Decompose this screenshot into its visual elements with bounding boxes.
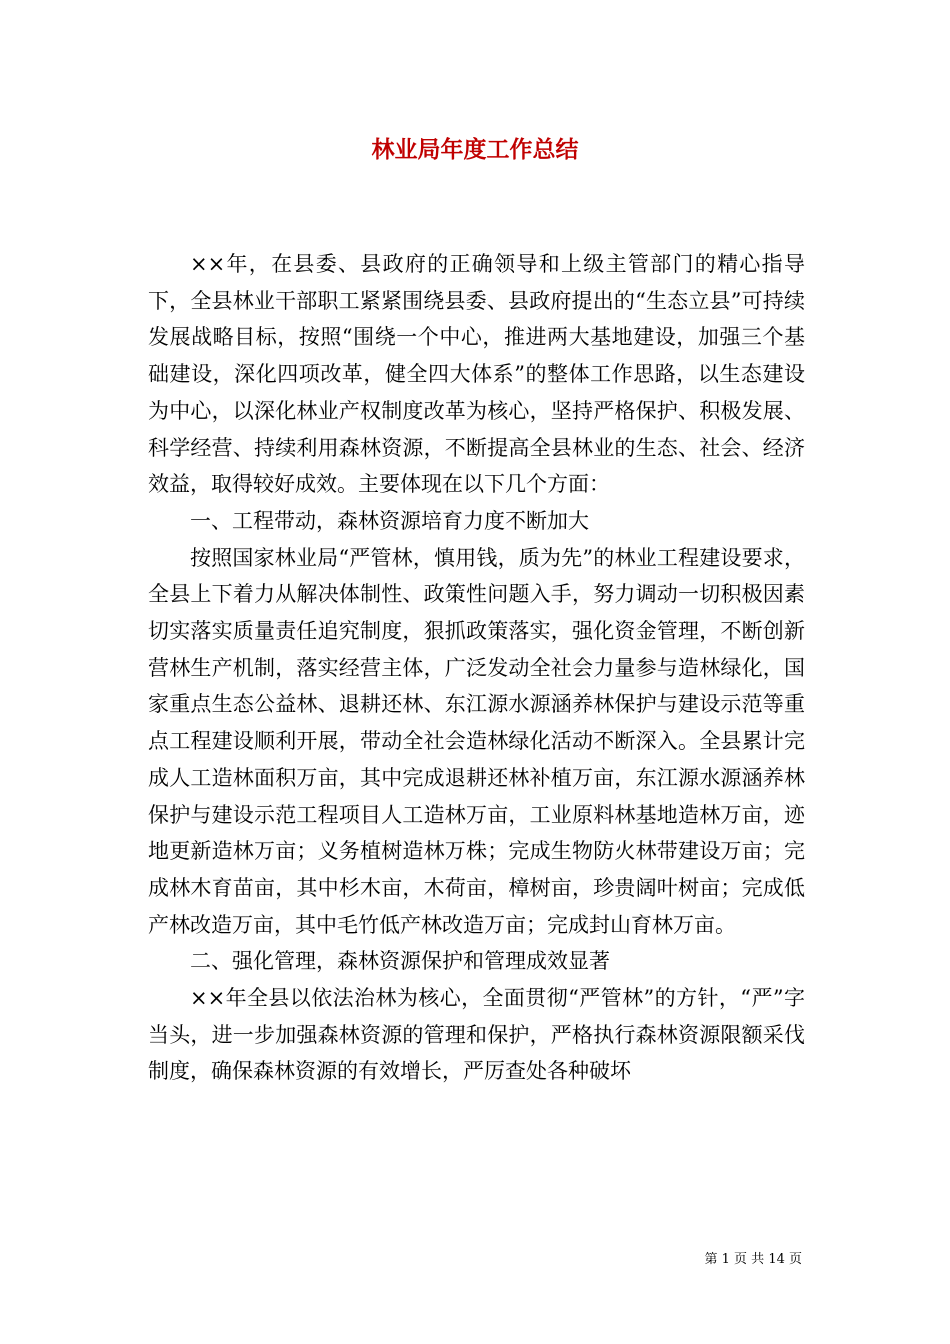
- page-number-footer: 第 1 页 共 14 页: [704, 1252, 802, 1267]
- intro-paragraph: ××年，在县委、县政府的正确领导和上级主管部门的精心指导下，全县林业干部职工紧紧围绕县委、县政府提出的“生态立县”可持续发展战略目标，按照“围绕一个中心，推进两大基地建设，加强三个基础建设，深化四项改革，健全四大体系”的整体工作思路，以生态建设为中心，以深化林业产权制度改革为核心，坚持严格保护、积极发展、科学经营、持续利用森林资源，不断提高全县林业的生态、社会、经济效益，取得较好成效。主要体现在以下几个方面：: [148, 252, 805, 497]
- section-heading-2: 二、强化管理，森林资源保护和管理成效显著: [190, 949, 610, 974]
- document-title: 林业局年度工作总结: [371, 136, 579, 163]
- document-body: [148, 246, 805, 1090]
- section-2-paragraph: ××年全县以依法治林为核心，全面贯彻“严管林”的方针，“严”字当头，进一步加强森林资源的管理和保护，严格执行森林资源限额采伐制度，确保森林资源的有效增长，严厉查处各种破坏: [148, 986, 805, 1084]
- section-heading-1: 一、工程带动，森林资源培育力度不断加大: [190, 508, 589, 533]
- section-1-paragraph: 按照国家林业局“严管林，慎用钱，质为先”的林业工程建设要求，全县上下着力从解决体制性、政策性问题入手，努力调动一切积极因素切实落实质量责任追究制度，狠抓政策落实，强化资金管理，不断创新营林生产机制，落实经营主体，广泛发动全社会力量参与造林绿化，国家重点生态公益林、退耕还林、东江源水源涵养林保护与建设示范等重点工程建设顺利开展，带动全社会造林绿化活动不断深入。全县累计完成人工造林面积万亩，其中完成退耕还林补植万亩，东江源水源涵养林保护与建设示范工程项目人工造林万亩，工业原料林基地造林万亩，迹地更新造林万亩；义务植树造林万株；完成生物防火林带建设万亩；完成林木育苗亩，其中杉木亩，木荷亩，樟树亩，珍贵阔叶树亩；完成低产林改造万亩，其中毛竹低产林改造万亩；完成封山育林万亩。: [148, 545, 805, 937]
